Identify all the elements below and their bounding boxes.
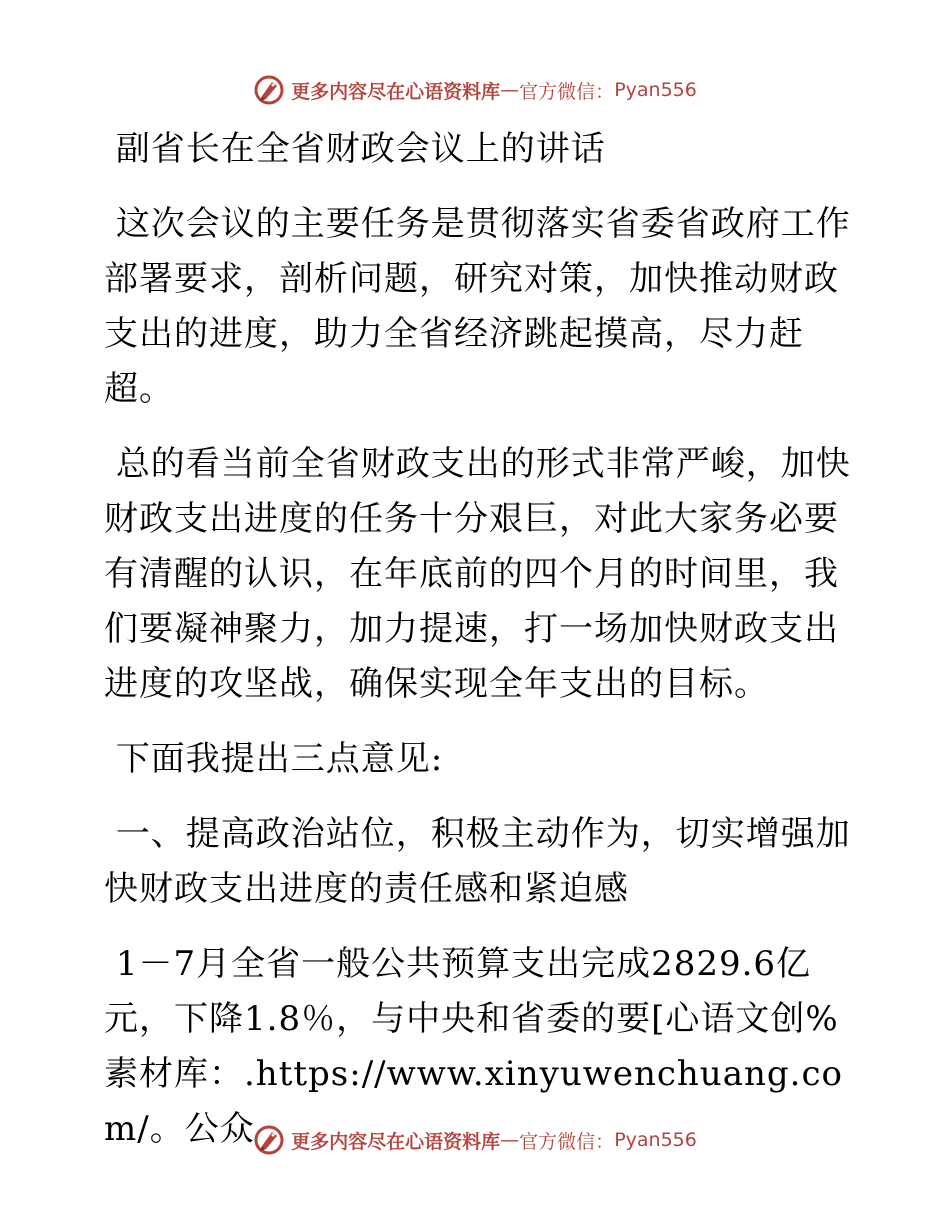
- watermark-text: 更多内容尽在心语资料库: [291, 1130, 501, 1153]
- watermark-banner-top: [0, 72, 950, 108]
- document-title: 副省长在全省财政会议上的讲话: [104, 129, 606, 169]
- document-body: [104, 122, 854, 1177]
- pen-nib-logo-icon: [253, 1124, 285, 1156]
- paragraph-2: 总的看当前全省财政支出的形式非常严峻，加快财政支出进度的任务十分艰巨，对此大家务必要有清醒的认识，在年底前的四个月的时间里，我们要凝神聚力，加力提速，打一场加快财政支出进度的攻坚战，确保实现全年支出的目标。: [104, 444, 851, 704]
- watermark-wechat-label: 官方微信：: [519, 1130, 615, 1153]
- watermark-text: 更多内容尽在心语资料库: [291, 80, 501, 103]
- paragraph-3: 下面我提出三点意见:: [104, 739, 444, 779]
- pen-nib-logo-icon: [253, 74, 285, 106]
- watermark-banner-bottom: [0, 1122, 950, 1158]
- watermark-dash: —: [500, 1129, 520, 1151]
- paragraph-5: 1－7月全省一般公共预算支出完成2829.6亿元，下降1.8％，与中央和省委的要[心语文创%素材库：.https://www.xinyuwenchuang.com/。公众: [104, 944, 843, 1149]
- watermark-wechat-id: Pyan556: [614, 1129, 697, 1151]
- watermark-dash: —: [500, 79, 520, 101]
- watermark-wechat-id: Pyan556: [614, 79, 697, 101]
- watermark-wechat-label: 官方微信：: [519, 80, 615, 103]
- paragraph-1: 这次会议的主要任务是贯彻落实省委省政府工作部署要求，剖析问题，研究对策，加快推动财政支出的进度，助力全省经济跳起摸高，尽力赶超。: [104, 204, 851, 409]
- paragraph-4: 一、提高政治站位，积极主动作为，切实增强加快财政支出进度的责任感和紧迫感: [104, 814, 851, 909]
